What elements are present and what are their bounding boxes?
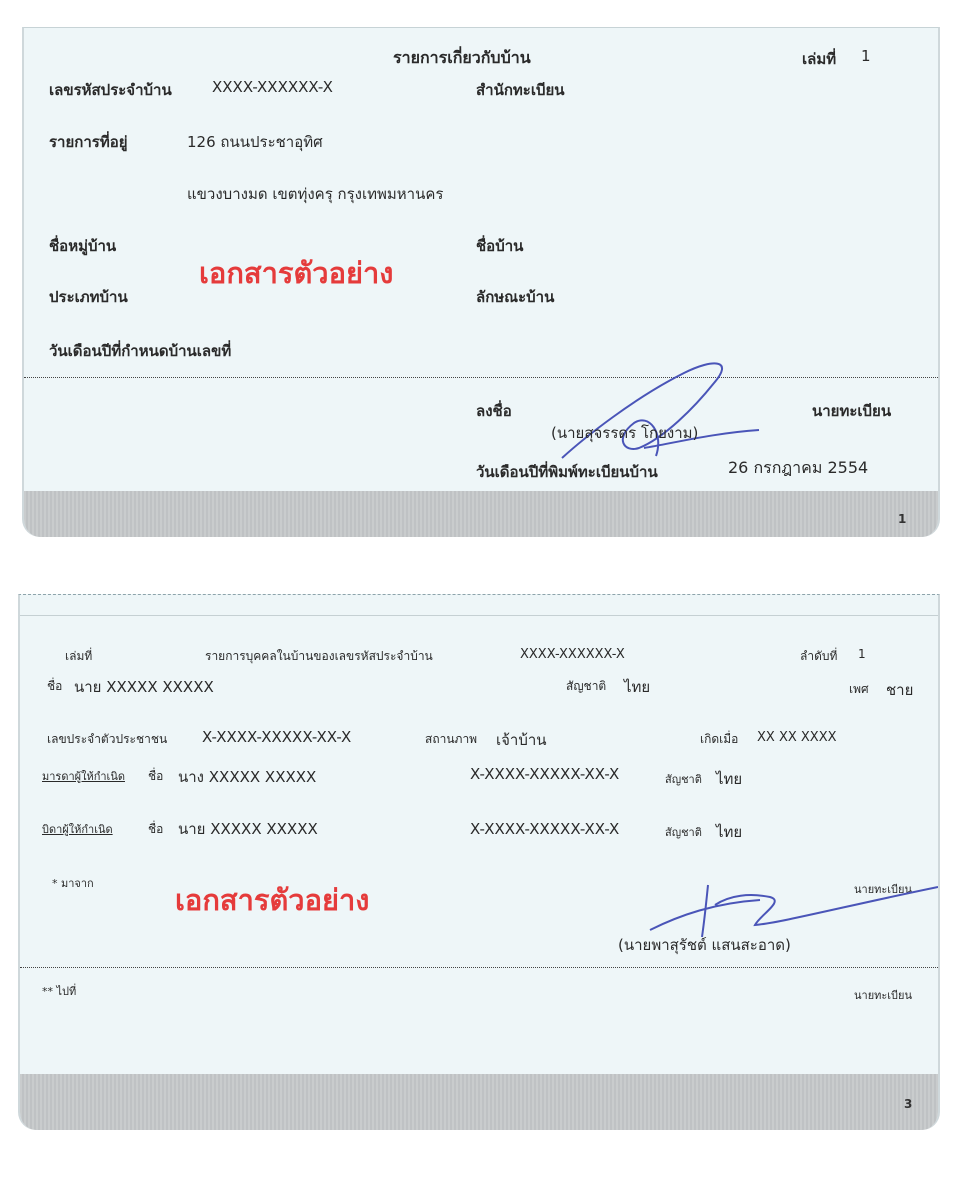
name-value: นาย XXXXX XXXXX bbox=[74, 678, 214, 696]
birth-label: เกิดเมื่อ bbox=[700, 732, 739, 746]
registry-office-label: สำนักทะเบียน bbox=[476, 81, 565, 99]
signer-name: (นายสุจรรดร โกยงาม) bbox=[551, 424, 699, 442]
house-code-value: XXXX-XXXXXX-X bbox=[520, 647, 625, 662]
father-name-label: ชื่อ bbox=[148, 822, 164, 836]
id-label: เลขประจำตัวประชาชน bbox=[47, 732, 168, 746]
house-code-value: XXXX-XXXXXX-X bbox=[212, 78, 333, 96]
address-label: รายการที่อยู่ bbox=[49, 133, 128, 151]
house-feature-label: ลักษณะบ้าน bbox=[476, 288, 555, 306]
registrar-label: นายทะเบียน bbox=[812, 402, 892, 420]
signer-name: (นายพาสุรัชต์ แสนสะอาด) bbox=[618, 936, 791, 954]
father-nationality-value: ไทย bbox=[716, 823, 743, 841]
registrar-label-1: นายทะเบียน bbox=[854, 883, 913, 896]
house-details-page bbox=[22, 27, 940, 537]
registrar-label-2: นายทะเบียน bbox=[854, 989, 913, 1002]
mother-nationality-value: ไทย bbox=[716, 770, 743, 788]
sex-label: เพศ bbox=[849, 682, 869, 696]
mother-label: มารดาผู้ให้กำเนิด bbox=[42, 770, 125, 783]
page-number: 1 bbox=[898, 512, 907, 526]
dotted-divider bbox=[20, 967, 938, 968]
sample-document-watermark: เอกสารตัวอย่าง bbox=[199, 256, 394, 290]
father-label: บิดาผู้ให้กำเนิด bbox=[42, 823, 113, 836]
print-date-value: 26 กรกฎาคม 2554 bbox=[728, 458, 869, 477]
address-line-1: 126 ถนนประชาอุทิศ bbox=[187, 133, 323, 151]
sex-value: ชาย bbox=[886, 681, 914, 699]
birth-value: XX XX XXXX bbox=[757, 730, 837, 745]
village-name-label: ชื่อหมู่บ้าน bbox=[49, 237, 117, 255]
person-details-page bbox=[18, 594, 940, 1130]
moved-from-label: * มาจาก bbox=[52, 877, 94, 890]
number-assigned-date-label: วันเดือนปีที่กำหนดบ้านเลขที่ bbox=[49, 342, 232, 360]
mother-name-value: นาง XXXXX XXXXX bbox=[178, 768, 317, 786]
nationality-label: สัญชาติ bbox=[566, 679, 607, 693]
house-name-label: ชื่อบ้าน bbox=[476, 237, 524, 255]
order-label: ลำดับที่ bbox=[800, 649, 838, 663]
father-name-value: นาย XXXXX XXXXX bbox=[178, 820, 318, 838]
book-value: 1 bbox=[861, 47, 871, 65]
status-label: สถานภาพ bbox=[425, 732, 478, 746]
house-type-label: ประเภทบ้าน bbox=[49, 288, 128, 306]
order-value: 1 bbox=[858, 647, 866, 661]
mother-id-value: X-XXXX-XXXXX-XX-X bbox=[470, 765, 620, 783]
father-nationality-label: สัญชาติ bbox=[665, 826, 702, 839]
moved-to-label: ** ไปที่ bbox=[42, 985, 77, 998]
page-title: รายการเกี่ยวกับบ้าน bbox=[393, 48, 531, 67]
house-code-label: เลขรหัสประจำบ้าน bbox=[49, 81, 172, 99]
page-footer-band bbox=[20, 1074, 938, 1130]
signature-label: ลงชื่อ bbox=[476, 402, 512, 420]
page-footer-band bbox=[24, 491, 938, 537]
page-title: รายการบุคคลในบ้านของเลขรหัสประจำบ้าน bbox=[205, 649, 433, 663]
sample-document-watermark: เอกสารตัวอย่าง bbox=[175, 883, 370, 917]
book-label: เล่มที่ bbox=[802, 50, 837, 68]
status-value: เจ้าบ้าน bbox=[496, 731, 547, 749]
name-label: ชื่อ bbox=[47, 679, 63, 693]
print-date-label: วันเดือนปีที่พิมพ์ทะเบียนบ้าน bbox=[476, 463, 658, 481]
mother-nationality-label: สัญชาติ bbox=[665, 773, 702, 786]
nationality-value: ไทย bbox=[624, 678, 651, 696]
address-line-2: แขวงบางมด เขตทุ่งครุ กรุงเทพมหานคร bbox=[187, 185, 444, 203]
father-id-value: X-XXXX-XXXXX-XX-X bbox=[470, 820, 620, 838]
dotted-divider bbox=[24, 377, 938, 378]
page-number: 3 bbox=[904, 1097, 913, 1111]
mother-name-label: ชื่อ bbox=[148, 769, 164, 783]
book-label: เล่มที่ bbox=[65, 649, 93, 663]
id-value: X-XXXX-XXXXX-XX-X bbox=[202, 728, 352, 746]
